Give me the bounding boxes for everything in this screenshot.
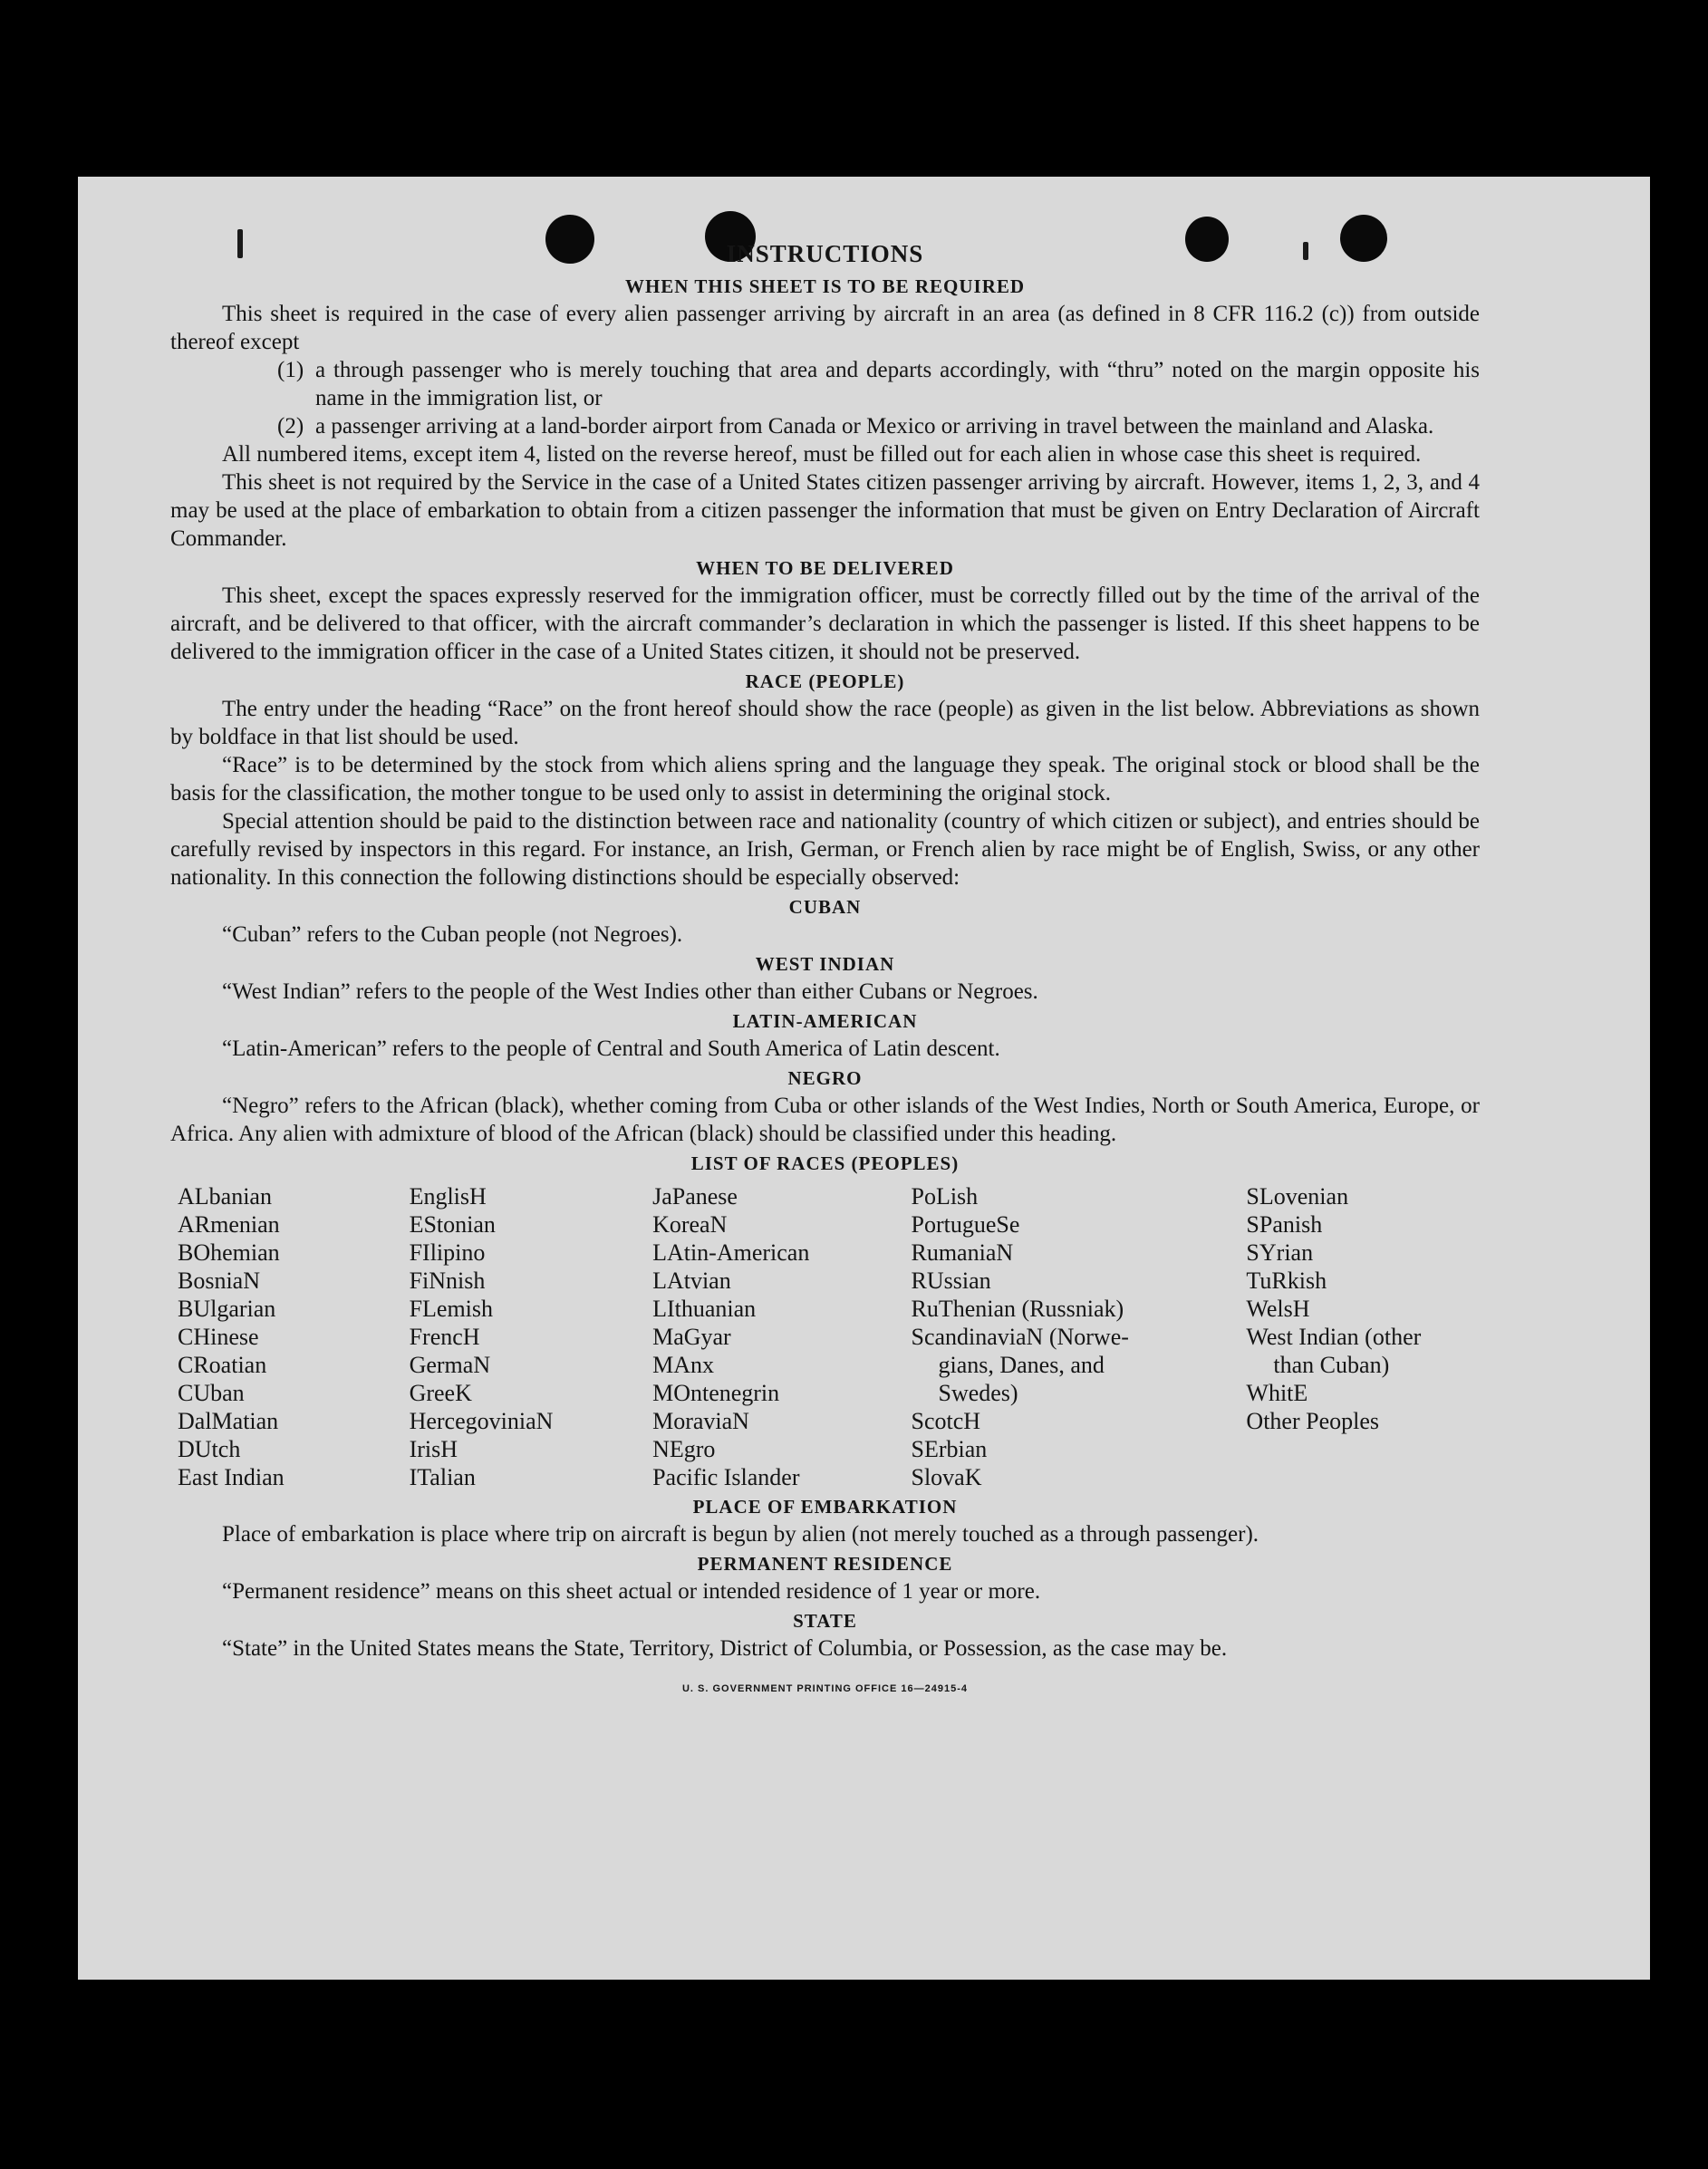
- race-entry: RUssian: [911, 1268, 991, 1294]
- race-entry: LAtin-American: [652, 1239, 810, 1266]
- race-entry: BOhemian: [178, 1239, 280, 1266]
- paragraph: This sheet is required in the case of every alien passenger arriving by aircraft in an area (as defined in 8 CFR 116.2 (c)) from outside thereof except: [170, 302, 1480, 354]
- race-entry: SlovaK: [911, 1464, 982, 1490]
- race-entry: BosniaN: [178, 1268, 260, 1294]
- race-entry: LAtvian: [652, 1268, 731, 1294]
- section-heading: LIST OF RACES (PEOPLES): [690, 1152, 960, 1174]
- race-entry: West Indian (other: [1246, 1324, 1422, 1350]
- race-entry: East Indian: [178, 1464, 285, 1490]
- races-column: [911, 1182, 1246, 1491]
- race-entry: PoLish: [911, 1183, 979, 1210]
- race-entry: MOntenegrin: [652, 1380, 780, 1406]
- race-entry: MAnx: [652, 1352, 714, 1378]
- race-entry: Swedes): [938, 1380, 1018, 1406]
- section-heading: PLACE OF EMBARKATION: [692, 1496, 958, 1518]
- paragraph: All numbered items, except item 4, listed on the reverse hereof, must be filled out for each alien in whose case this sheet is required.: [222, 442, 1422, 467]
- races-list: [178, 1182, 1480, 1491]
- races-column: [410, 1182, 653, 1491]
- section-heading: WEST INDIAN: [755, 953, 895, 975]
- race-entry: TuRkish: [1246, 1268, 1327, 1294]
- race-entry: IrisH: [409, 1436, 458, 1462]
- race-entry: gians, Danes, and: [938, 1352, 1105, 1378]
- race-entry: ITalian: [409, 1464, 476, 1490]
- race-entry: SLovenian: [1246, 1183, 1349, 1210]
- race-entry: WhitE: [1246, 1380, 1308, 1406]
- item-number: (1): [277, 358, 304, 382]
- page-title: INSTRUCTIONS: [726, 240, 924, 267]
- race-entry: EStonian: [409, 1211, 496, 1238]
- race-entry: CRoatian: [178, 1352, 267, 1378]
- section-heading: WHEN TO BE DELIVERED: [696, 557, 954, 579]
- race-entry: MaGyar: [652, 1324, 731, 1350]
- race-entry: DUtch: [178, 1436, 241, 1462]
- paragraph: “State” in the United States means the State, Territory, District of Columbia, or Possession, as the case may be.: [222, 1636, 1228, 1661]
- paragraph: “Permanent residence” means on this sheet actual or intended residence of 1 year or more.: [222, 1579, 1041, 1604]
- paragraph: Place of embarkation is place where trip on aircraft is begun by alien (not merely touched as a through passenger).: [222, 1522, 1259, 1547]
- section-heading: LATIN-AMERICAN: [732, 1010, 918, 1032]
- race-entry: ScotcH: [911, 1408, 981, 1434]
- race-entry: ALbanian: [178, 1183, 272, 1210]
- paragraph: “Negro” refers to the African (black), whether coming from Cuba or other islands of the West Indies, North or South America, Europe, or Africa. Any alien with admixture of blood of the African (black) should be classified under this heading.: [170, 1094, 1480, 1146]
- race-entry: FLemish: [409, 1296, 494, 1322]
- item-number: (2): [277, 414, 304, 439]
- race-entry: FiNnish: [409, 1268, 486, 1294]
- race-entry: FIlipino: [409, 1239, 486, 1266]
- race-entry: SPanish: [1246, 1211, 1323, 1238]
- paragraph: “Latin-American” refers to the people of Central and South America of Latin descent.: [222, 1036, 1000, 1061]
- paragraph: “Race” is to be determined by the stock from which aliens spring and the language they speak. The original stock or blood shall be the basis for the classification, the mother tongue to be used only to assist in determining the original stock.: [170, 753, 1480, 805]
- paragraph: Special attention should be paid to the distinction between race and nationality (country of which citizen or subject), and entries should be carefully revised by inspectors in this regard. For instance, an Irish, German, or French alien by race might be of English, Swiss, or any other nationality. In this connection the following distinctions should be especially observed:: [170, 809, 1480, 890]
- race-entry: SYrian: [1246, 1239, 1314, 1266]
- race-entry: KoreaN: [652, 1211, 728, 1238]
- paragraph: This sheet, except the spaces expressly reserved for the immigration officer, must be correctly filled out by the time of the arrival of the aircraft, and be delivered to that officer, with the aircraft commander’s declaration in which the passenger is listed. If this sheet happens to be delivered to the immigration officer in the case of a United States citizen, it should not be preserved.: [170, 583, 1480, 664]
- race-entry: BUlgarian: [178, 1296, 276, 1322]
- race-entry: RuThenian (Russniak): [911, 1296, 1124, 1322]
- race-entry: JaPanese: [652, 1183, 738, 1210]
- section-heading: NEGRO: [787, 1067, 863, 1089]
- section-heading: WHEN THIS SHEET IS TO BE REQUIRED: [624, 275, 1026, 297]
- race-entry: PortugueSe: [911, 1211, 1020, 1238]
- race-entry: GermaN: [409, 1352, 491, 1378]
- paragraph: “Cuban” refers to the Cuban people (not Negroes).: [222, 922, 683, 947]
- race-entry: LIthuanian: [652, 1296, 757, 1322]
- race-entry: SErbian: [911, 1436, 988, 1462]
- race-entry: CUban: [178, 1380, 245, 1406]
- race-entry: MoraviaN: [652, 1408, 749, 1434]
- document-page: [78, 177, 1650, 1980]
- races-column: [652, 1182, 911, 1491]
- section-heading: PERMANENT RESIDENCE: [697, 1553, 953, 1575]
- race-entry: GreeK: [409, 1380, 472, 1406]
- race-entry: DalMatian: [178, 1408, 279, 1434]
- race-entry: HercegoviniaN: [409, 1408, 554, 1434]
- race-entry: ARmenian: [178, 1211, 280, 1238]
- race-entry: Pacific Islander: [652, 1464, 800, 1490]
- instructions-content: [170, 238, 1480, 1703]
- race-entry: CHinese: [178, 1324, 259, 1350]
- paragraph: The entry under the heading “Race” on the front hereof should show the race (people) as given in the list below. Abbreviations as shown by boldface in that list should be used.: [170, 697, 1480, 749]
- races-column: [1246, 1182, 1480, 1491]
- race-entry: FrencH: [409, 1324, 480, 1350]
- race-entry: ScandinaviaN (Norwe-: [911, 1324, 1129, 1350]
- paragraph: “West Indian” refers to the people of the West Indies other than either Cubans or Negroes.: [222, 979, 1038, 1004]
- race-entry: EnglisH: [409, 1183, 487, 1210]
- section-heading: STATE: [793, 1610, 857, 1632]
- section-heading: RACE (PEOPLE): [745, 670, 905, 692]
- printer-imprint: U. S. GOVERNMENT PRINTING OFFICE 16—24915-4: [681, 1683, 968, 1694]
- list-item: [170, 356, 1480, 412]
- races-column: [178, 1182, 410, 1491]
- race-entry: NEgro: [652, 1436, 716, 1462]
- list-item: [170, 412, 1480, 440]
- race-entry: than Cuban): [1273, 1352, 1390, 1378]
- paragraph: This sheet is not required by the Service in the case of a United States citizen passenger arriving by aircraft. However, items 1, 2, 3, and 4 may be used at the place of embarkation to obtain from a citizen passenger the information that must be given on Entry Declaration of Aircraft Commander.: [170, 470, 1480, 551]
- section-heading: CUBAN: [788, 896, 862, 918]
- race-entry: RumaniaN: [911, 1239, 1014, 1266]
- race-entry: WelsH: [1246, 1296, 1310, 1322]
- item-text: a through passenger who is merely touching that area and departs accordingly, with “thru” noted on the margin opposite his name in the immigration list, or: [315, 358, 1480, 410]
- item-text: a passenger arriving at a land-border airport from Canada or Mexico or arriving in travel between the mainland and Alaska.: [315, 414, 1434, 439]
- race-entry: Other Peoples: [1246, 1408, 1380, 1434]
